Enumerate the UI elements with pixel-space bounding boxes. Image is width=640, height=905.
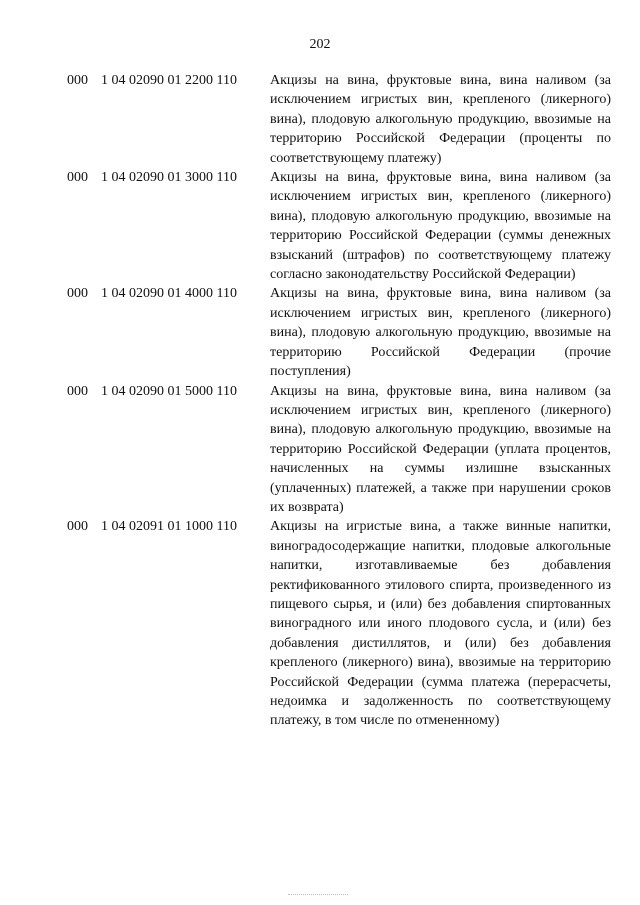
income-description: Акцизы на вина, фруктовые вина, вина наливом (за исключением игристых вин, крепленого (ликерного) вина), плодовую алкогольную продукцию, ввозимые на территорию Российской Федерации (проценты по соответствующему платежу) [270, 73, 611, 166]
budget-code-table [0, 71, 640, 731]
income-description: Акцизы на вина, фруктовые вина, вина наливом (за исключением игристых вин, крепленого (ликерного) вина), плодовую алкогольную продукцию, ввозимые на территорию Российской Федерации (суммы денежных взысканий (штрафов) по соответствующему платежу согласно законодательству Российской Федерации) [270, 170, 611, 283]
table-row [0, 382, 640, 518]
table-row [0, 71, 640, 168]
budget-classification-code: 1 04 02090 01 4000 110 [101, 286, 237, 302]
budget-classification-code: 1 04 02090 01 5000 110 [101, 383, 237, 399]
administrator-code: 000 [67, 286, 88, 302]
budget-classification-code: 1 04 02090 01 3000 110 [101, 170, 237, 186]
page-number: 202 [309, 37, 331, 52]
administrator-code: 000 [67, 383, 88, 399]
budget-classification-code: 1 04 02091 01 1000 110 [101, 519, 237, 535]
administrator-code: 000 [67, 519, 88, 535]
administrator-code: 000 [67, 73, 88, 88]
budget-classification-code: 1 04 02090 01 2200 110 [101, 73, 237, 88]
table-row [0, 517, 640, 730]
scan-artifact-line [288, 894, 348, 895]
table-row [0, 168, 640, 284]
administrator-code: 000 [67, 170, 88, 186]
income-description: Акцизы на вина, фруктовые вина, вина наливом (за исключением игристых вин, крепленого (ликерного) вина), плодовую алкогольную продукцию, ввозимые на территорию Российской Федерации (прочие поступления) [270, 286, 611, 380]
table-row [0, 284, 640, 381]
income-description: Акцизы на игристые вина, а также винные напитки, виноградосодержащие напитки, плодовые алкогольные напитки, изготавливаемые без добавления ректификованного этилового спирта, произведенного из пищевого сырья, и (или) без добавления спиртованных виноградного или иного плодового сусла, и (или) без добавления дистиллятов, и (или) без добавления крепленого (ликерного) вина), ввозимые на территорию Российской Федерации (сумма платежа (перерасчеты, недоимка и задолженность по соответствующему платежу, в том числе по отмененному) [270, 519, 611, 729]
income-description: Акцизы на вина, фруктовые вина, вина наливом (за исключением игристых вин, крепленого (ликерного) вина), плодовую алкогольную продукцию, ввозимые на территорию Российской Федерации (уплата процентов, начисленных на суммы излишне взысканных (уплаченных) платежей, а также при нарушении сроков их возврата) [270, 383, 611, 515]
